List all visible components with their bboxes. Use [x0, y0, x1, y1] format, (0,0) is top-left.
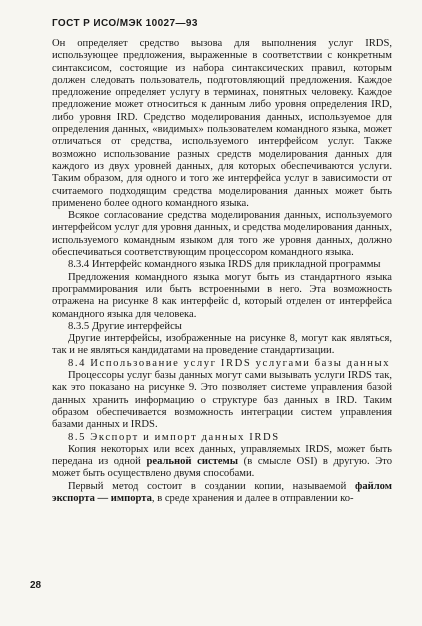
text-run: (в смысле OSI) в другую. Это может быть осуществлено двумя способами. [52, 456, 392, 480]
paragraph-data-model-agreement: Всякое согласование средства моделирования данных, используемого интерфейсом услуг для уровня данных, и средства моделирования данных, используемого командным языком для того же уровня данных, должно обеспечиваться соответствующим процессором командного языка. [52, 210, 392, 259]
document-header: ГОСТ Р ИСО/МЭК 10027—93 [52, 18, 198, 29]
paragraph-export-method [52, 481, 392, 506]
text-run: , в среде хранения и далее в отправлении ко- [151, 492, 354, 504]
text-run: Первый метод состоит в создании копии, называемой [68, 480, 355, 492]
paragraph-other-interfaces: Другие интерфейсы, изображенные на рисунке 8, могут как являться, так и не являться кандидатами на проведение стандартизации. [52, 333, 392, 357]
document-body [52, 38, 392, 505]
section-heading-8-3-4: 8.3.4 Интерфейс командного языка IRDS для прикладной программы [68, 259, 381, 271]
paragraph-export-copy [52, 444, 392, 481]
text-run: Копия некоторых или всех данных, управляемых IRDS, может быть передана из одной [52, 443, 392, 468]
section-heading-8-4: 8.4 Использование услуг IRDS услугами базы данных [68, 357, 391, 369]
paragraph-database-services: Процессоры услуг базы данных могут сами вызывать услуги IRDS так, как это показано на рисунке 9. Это позволяет системе управления базой данных хранить информацию о структуре баз данных в IRD. Таким образом обеспечивается возможность интеграции систем управления базами данных и IRDS. [52, 370, 392, 431]
paragraph-service-invocation: Он определяет средство вызова для выполнения услуг IRDS, использующее предложения, выраженные в соответствии с конкретным синтаксисом, состоящие из набора синтаксических правил, которым должен следовать пользователь, подготовляющий предложения. Каждое предложение определяет услугу в терминах, понятных человеку. Каждое предложение может относиться к данным либо уровня определения IRD, либо уровня IRD. Средство моделирования данных, используемое для определения данных, «видимых» пользователем командного языка, может отличаться от средства, используемого интерфейсом услуг. Также возможно использование разных средств моделирования данных для каждого из двух уровней данных, для которых обеспечиваются услуги. Таким образом, для одного и того же интерфейса услуг в зависимости от считаемого подходящим средства моделирования данных может быть применено более одного командного языка. [52, 38, 392, 209]
term-export-import-file: файлом экспорта — импорта [52, 480, 392, 504]
term-real-system: реальной системы [146, 456, 239, 468]
paragraph-command-language-program: Предложения командного языка могут быть из стандартного языка программирования или быть встроенными в него. Эта возможность отражена на рисунке 8 как интерфейс d, который отделен от интерфейса командного языка для человека. [52, 271, 392, 320]
section-heading-8-3-5: 8.3.5 Другие интерфейсы [68, 320, 182, 332]
section-heading-8-5: 8.5 Экспорт и импорт данных IRDS [68, 431, 280, 443]
page-number: 28 [30, 580, 42, 591]
